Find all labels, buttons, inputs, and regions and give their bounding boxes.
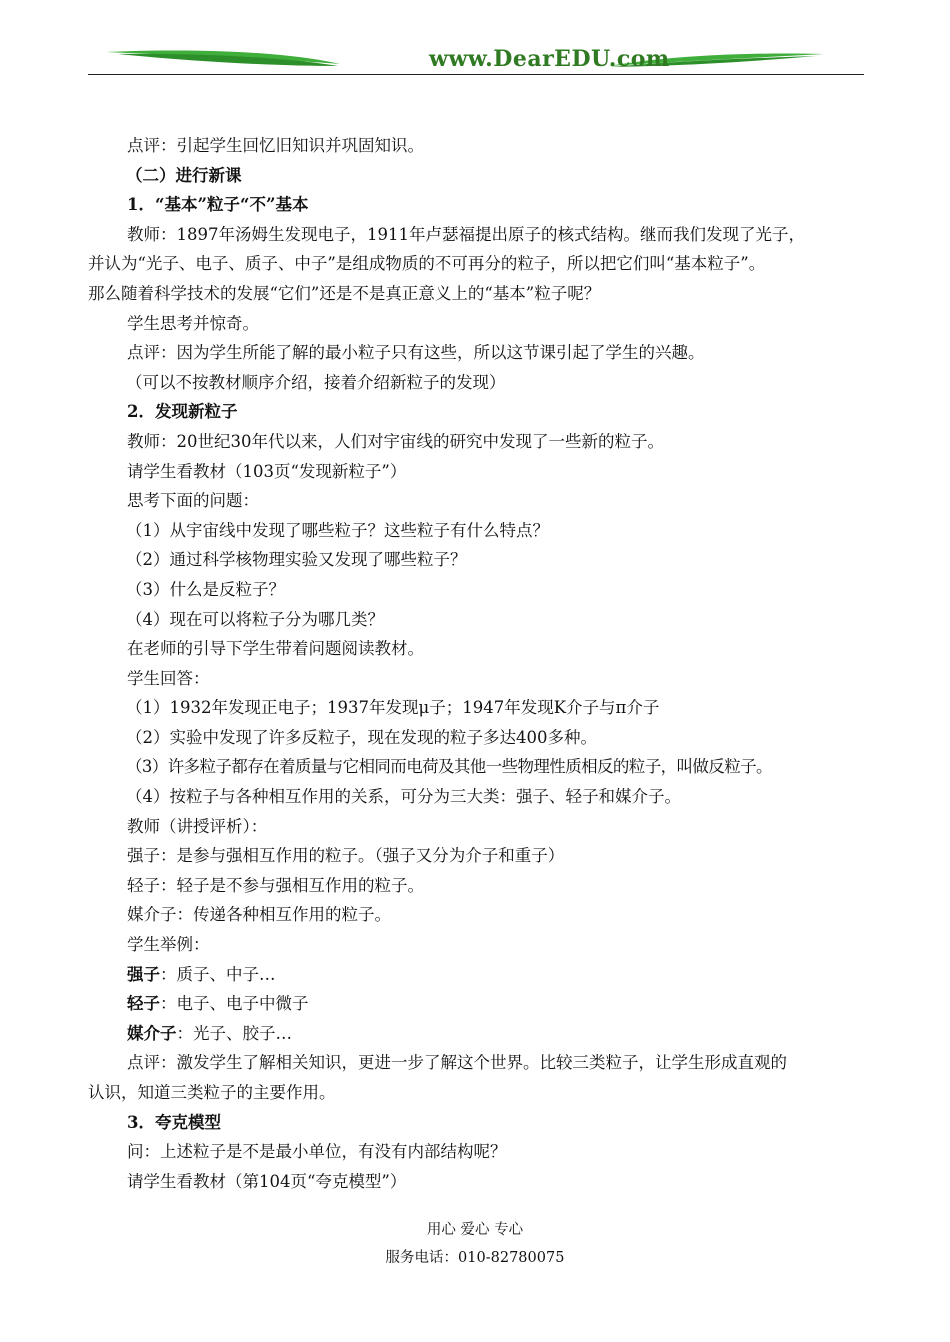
example-term: 媒介子 (127, 1023, 177, 1043)
example-term: 强子 (127, 964, 160, 984)
paragraph-line: 请学生看教材（103页“发现新粒子”） (127, 461, 407, 481)
paragraph-line: 学生举例： (127, 935, 210, 955)
paragraph-line: 思考下面的问题： (127, 491, 259, 511)
footer-slogan: 用心 爱心 专心 (426, 1222, 524, 1238)
example-text: ：光子、胶子… (176, 1023, 292, 1043)
definition-line: 轻子：轻子是不参与强相互作用的粒子。 (127, 875, 424, 895)
example-line (88, 960, 864, 990)
subsection-heading: 2．发现新粒子 (127, 402, 238, 422)
footer-phone: 服务电话：010-82780075 (385, 1250, 565, 1266)
paragraph-line: 在老师的引导下学生带着问题阅读教材。 (127, 639, 424, 659)
document-body (88, 131, 864, 1196)
comment-paragraph: 点评：因为学生所能了解的最小粒子只有这些，所以这节课引起了学生的兴趣。 (127, 343, 705, 363)
section-heading: （二）进行新课 (126, 165, 242, 185)
paragraph-line: 并认为“光子、电子、质子、中子”是组成物质的不可再分的粒子，所以把它们叫“基本粒子”。 (88, 254, 766, 274)
site-logo-text[interactable]: www.DearEDU.com (429, 46, 670, 72)
paragraph-line: 教师：20世纪30年代以来，人们对宇宙线的研究中发现了一些新的粒子。 (127, 431, 664, 451)
paragraph-line: 请学生看教材（第104页“夸克模型”） (127, 1171, 407, 1191)
question-item: （4）现在可以将粒子分为哪几类？ (126, 609, 384, 629)
comment-paragraph: 点评：引起学生回忆旧知识并巩固知识。 (127, 136, 424, 155)
definition-line: 媒介子：传递各种相互作用的粒子。 (127, 905, 391, 925)
answer-item: （2）实验中发现了许多反粒子，现在发现的粒子多达400多种。 (126, 727, 597, 747)
example-text: ：电子、电子中微子 (160, 994, 309, 1014)
answer-item: （4）按粒子与各种相互作用的关系，可分为三大类：强子、轻子和媒介子。 (126, 787, 681, 807)
paragraph-line: 那么随着科学技术的发展“它们”还是不是真正意义上的“基本”粒子呢？ (88, 283, 601, 303)
example-line (88, 989, 864, 1019)
subsection-heading: 3．夸克模型 (127, 1112, 221, 1132)
paragraph-line: 学生回答： (127, 668, 210, 688)
example-text: ：质子、中子… (160, 964, 276, 984)
paragraph-line: （可以不按教材顺序介绍，接着介绍新粒子的发现） (126, 372, 506, 392)
answer-item: （3）许多粒子都存在着质量与它相同而电荷及其他一些物理性质相反的粒子，叫做反粒子。 (126, 757, 772, 777)
answer-item: （1）1932年发现正电子；1937年发现μ子；1947年发现K介子与π介子 (126, 698, 660, 718)
header-divider (88, 74, 864, 75)
paragraph-line: 教师：1897年汤姆生发现电子，1911年卢瑟福提出原子的核式结构。继而我们发现了光子， (127, 224, 805, 244)
question-item: （1）从宇宙线中发现了哪些粒子？这些粒子有什么特点？ (126, 520, 549, 540)
paragraph-line: 认识，知道三类粒子的主要作用。 (88, 1083, 336, 1102)
paragraph-line: 教师（讲授评析）： (127, 816, 268, 836)
paragraph-line: 学生思考并惊奇。 (127, 313, 259, 333)
subsection-heading: 1．“基本”粒子“不”基本 (127, 195, 309, 215)
example-term: 轻子 (127, 994, 160, 1014)
example-line (88, 1019, 864, 1049)
paragraph-line: 问：上述粒子是不是最小单位，有没有内部结构呢？ (127, 1142, 507, 1162)
definition-line: 强子：是参与强相互作用的粒子。（强子又分为介子和重子） (127, 846, 565, 866)
question-item: （3）什么是反粒子？ (126, 579, 285, 599)
question-item: （2）通过科学核物理实验又发现了哪些粒子？ (126, 550, 467, 570)
comment-paragraph: 点评：激发学生了解相关知识，更进一步了解这个世界。比较三类粒子，让学生形成直观的 (127, 1053, 787, 1073)
